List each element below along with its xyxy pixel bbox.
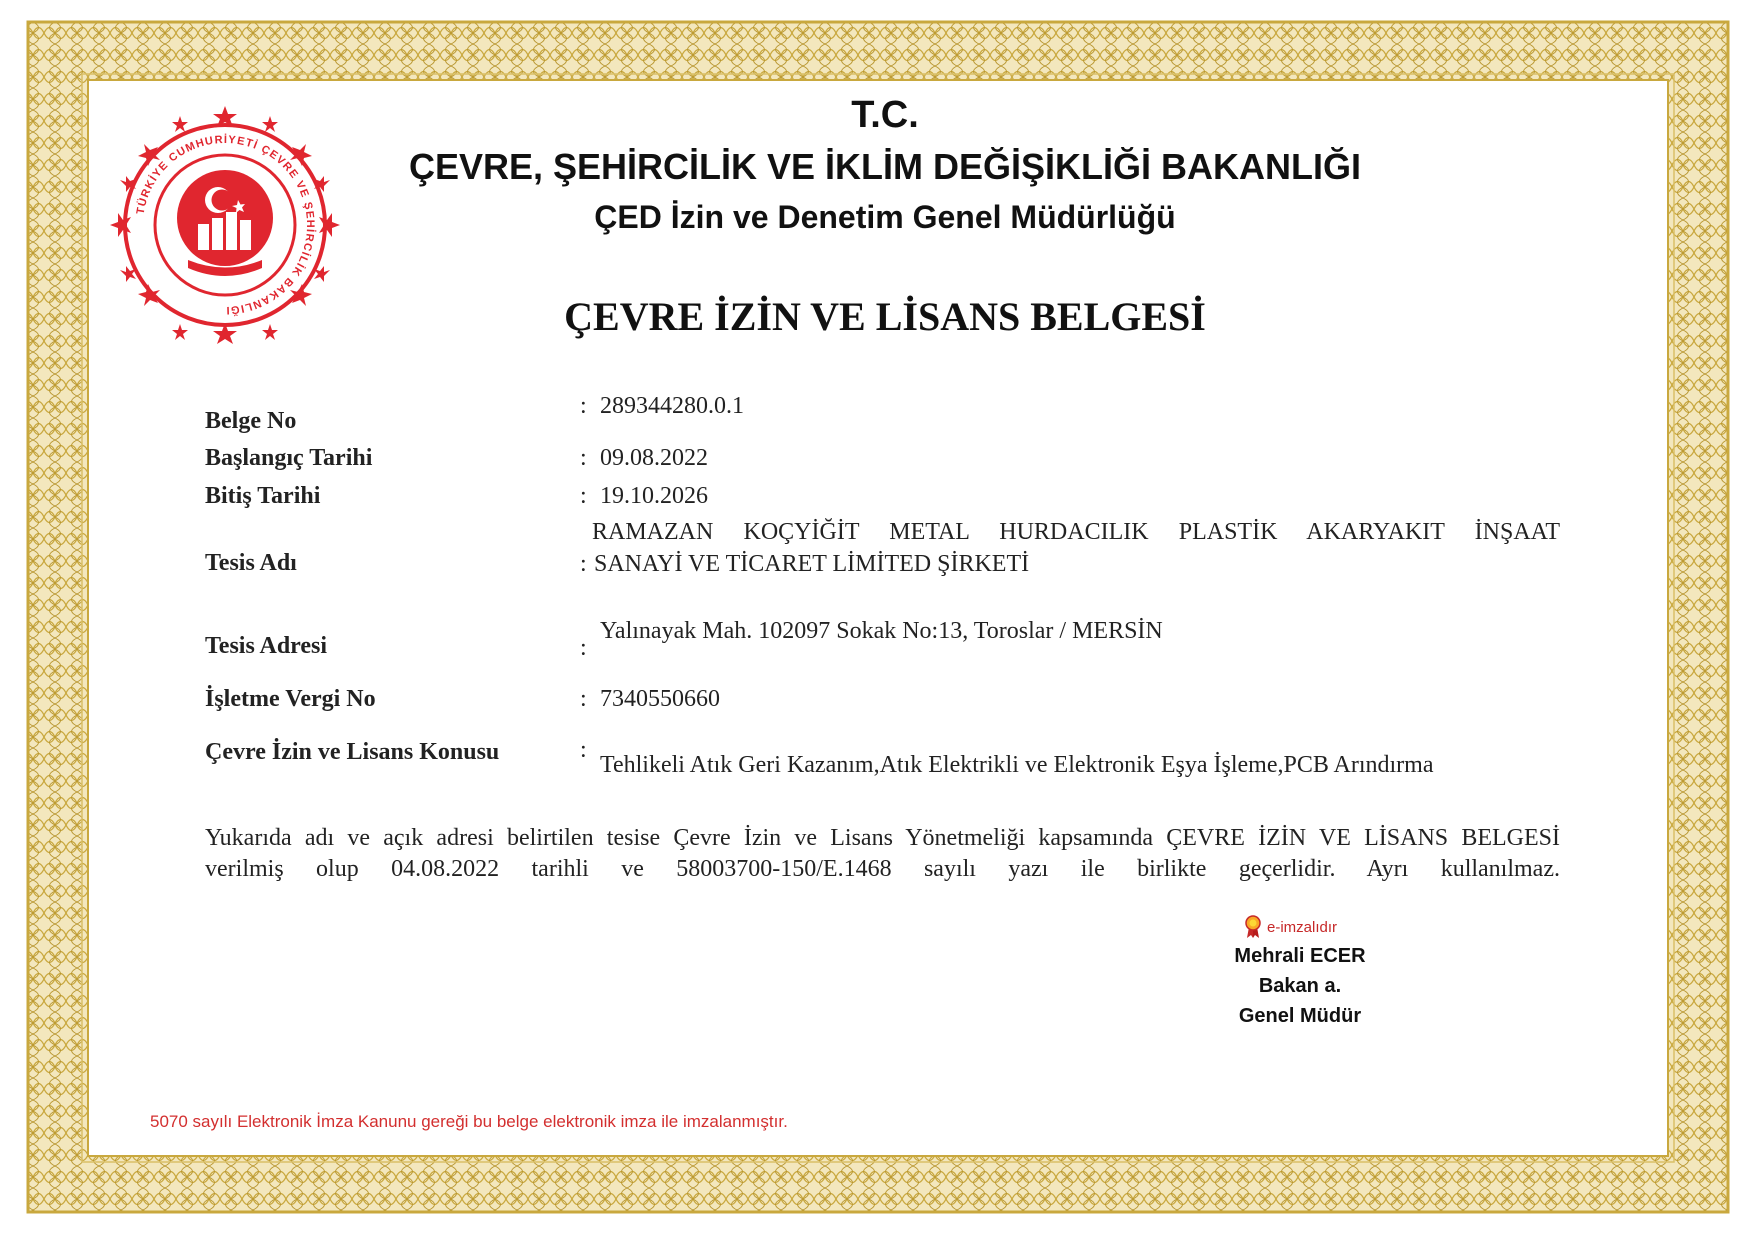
label-izin-lisans-konusu: Çevre İzin ve Lisans Konusu (205, 739, 500, 765)
electronic-signature-notice: 5070 sayılı Elektronik İmza Kanunu gereği bu belge elektronik imza ile imzalanmıştır. (150, 1112, 788, 1131)
signer-role-1: Bakan a. (1258, 975, 1342, 997)
signer-name: Mehrali ECER (1234, 945, 1366, 967)
colon: : (580, 393, 587, 419)
value-bitis-tarihi: 19.10.2026 (600, 483, 708, 509)
signer-role-2: Genel Müdür (1238, 1005, 1362, 1027)
colon: : (580, 483, 587, 509)
colon: : (580, 737, 587, 763)
header-country: T.C. (851, 94, 919, 136)
validity-paragraph-line1: Yukarıda adı ve açık adresi belirtilen tesise Çevre İzin ve Lisans Yönetmeliği kapsamında ÇEVRE İZİN VE LİSANS BELGESİ (205, 825, 1560, 851)
validity-paragraph-line2: verilmiş olup 04.08.2022 tarihli ve 58003700-150/E.1468 sayılı yazı ile birlikte geçerlidir. Ayrı kullanılmaz. (205, 856, 1560, 882)
document-title: ÇEVRE İZİN VE LİSANS BELGESİ (564, 294, 1206, 339)
label-tesis-adi: Tesis Adı (205, 550, 297, 576)
label-bitis-tarihi: Bitiş Tarihi (205, 483, 321, 509)
label-baslangic-tarihi: Başlangıç Tarihi (205, 445, 373, 471)
value-izin-lisans-konusu: Tehlikeli Atık Geri Kazanım,Atık Elektrikli ve Elektronik Eşya İşleme,PCB Arındırma (600, 752, 1434, 778)
colon: : (580, 686, 587, 712)
label-tesis-adresi: Tesis Adresi (205, 633, 328, 659)
ribbon-medal-icon (1245, 915, 1261, 939)
label-isletme-vergi-no: İşletme Vergi No (205, 686, 376, 712)
e-signature-badge (1245, 915, 1337, 939)
label-belge-no: Belge No (205, 408, 297, 434)
value-belge-no: 289344280.0.1 (600, 393, 744, 419)
header-directorate: ÇED İzin ve Denetim Genel Müdürlüğü (594, 199, 1176, 235)
validity-paragraph (205, 823, 1560, 885)
header-ministry: ÇEVRE, ŞEHİRCİLİK VE İKLİM DEĞİŞİKLİĞİ BAKANLIĞI (408, 146, 1362, 187)
colon: : (580, 551, 587, 577)
svg-text:TÜRKİYE CUMHURİYETİ ÇEVRE VE Ş: TÜRKİYE CUMHURİYETİ ÇEVRE VE ŞEHİRCİLİK BAKANLIĞI (134, 133, 317, 317)
value-isletme-vergi-no: 7340550660 (600, 686, 720, 712)
value-tesis-adi-line1: RAMAZAN KOÇYİĞİT METAL HURDACILIK PLASTİK AKARYAKIT İNŞAAT (592, 519, 1560, 545)
value-tesis-adresi: Yalınayak Mah. 102097 Sokak No:13, Toroslar / MERSİN (600, 618, 1163, 644)
colon: : (580, 445, 587, 471)
e-signature-label: e-imzalıdır (1267, 918, 1338, 936)
value-tesis-adi-line2: SANAYİ VE TİCARET LİMİTED ŞİRKETİ (594, 551, 1030, 577)
value-baslangic-tarihi: 09.08.2022 (600, 445, 708, 471)
ministry-seal-icon (100, 100, 350, 350)
colon: : (580, 635, 587, 661)
